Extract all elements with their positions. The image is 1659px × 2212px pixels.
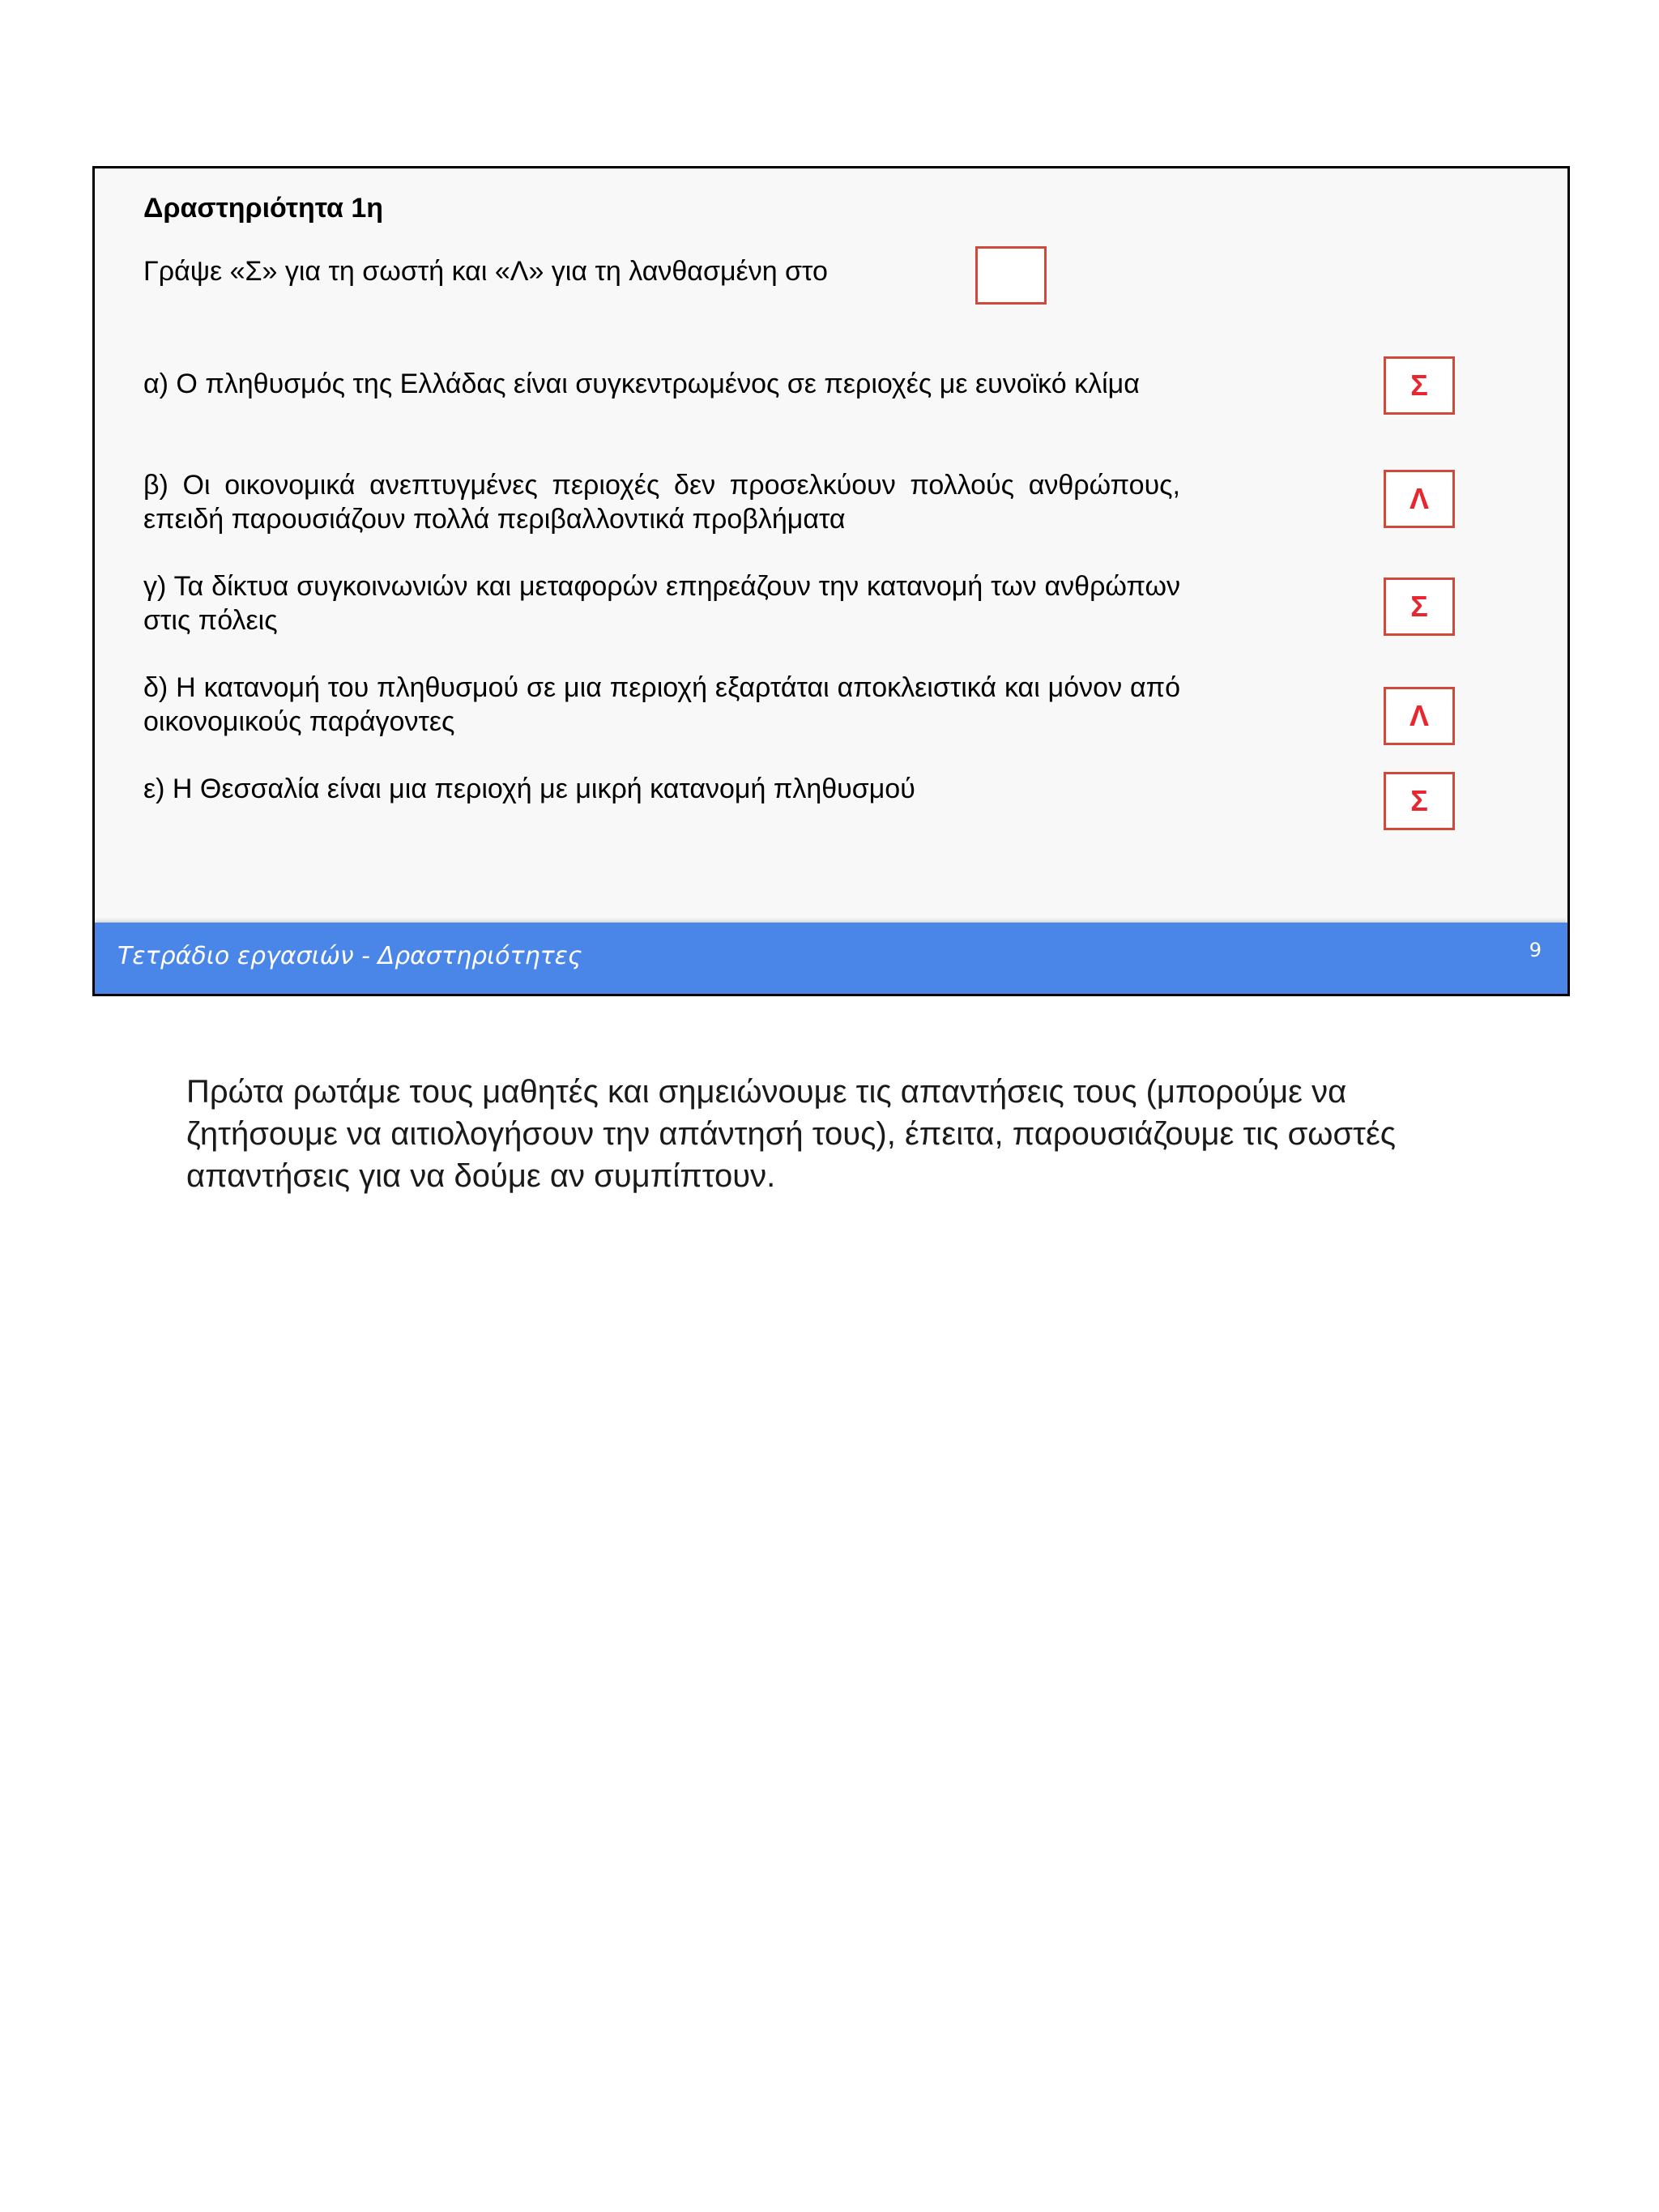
statement-a: α) Ο πληθυσμός της Ελλάδας είναι συγκεντρωμένος σε περιοχές με ευνοϊκό κλίμα [143, 369, 1140, 399]
answer-box-e: Σ [1384, 772, 1455, 830]
answer-box-a: Σ [1384, 356, 1455, 415]
empty-answer-box [975, 246, 1047, 305]
footer-bar [95, 923, 1567, 994]
page-number: 9 [1529, 939, 1542, 961]
statement-c: γ) Τα δίκτυα συγκοινωνιών και μεταφορών επηρεάζουν την κατανομή των ανθρώπων στις πόλεις [143, 571, 1180, 636]
statement-d: δ) Η κατανομή του πληθυσμού σε μια περιοχή εξαρτάται αποκλειστικά και μόνον από οικονομικούς παράγοντες [143, 672, 1180, 737]
answer-box-d: Λ [1384, 687, 1455, 745]
statement-b: β) Οι οικονομικά ανεπτυγμένες περιοχές δεν προσελκύουν πολλούς ανθρώπους, επειδή παρουσιάζουν πολλά περιβαλλοντικά προβλήματα [143, 470, 1180, 535]
instruction-text: Γράψε «Σ» για τη σωστή και «Λ» για τη λανθασμένη στο [143, 256, 828, 287]
slide-title: Δραστηριότητα 1η [143, 193, 384, 224]
speaker-notes: Πρώτα ρωτάμε τους μαθητές και σημειώνουμε τις απαντήσεις τους (μπορούμε να ζητήσουμε να αιτιολογήσουν την απάντησή τους), έπειτα, παρουσιάζουμε τις σωστές απαντήσεις για να δούμε αν συμπίπτουν. [186, 1074, 1397, 1194]
answer-box-c: Σ [1384, 578, 1455, 636]
slide [92, 166, 1570, 996]
answer-box-b: Λ [1384, 470, 1455, 528]
footer-text: Τετράδιο εργασιών - Δραστηριότητες [117, 942, 582, 970]
statement-e: ε) Η Θεσσαλία είναι μια περιοχή με μικρή κατανομή πληθυσμού [143, 774, 915, 804]
